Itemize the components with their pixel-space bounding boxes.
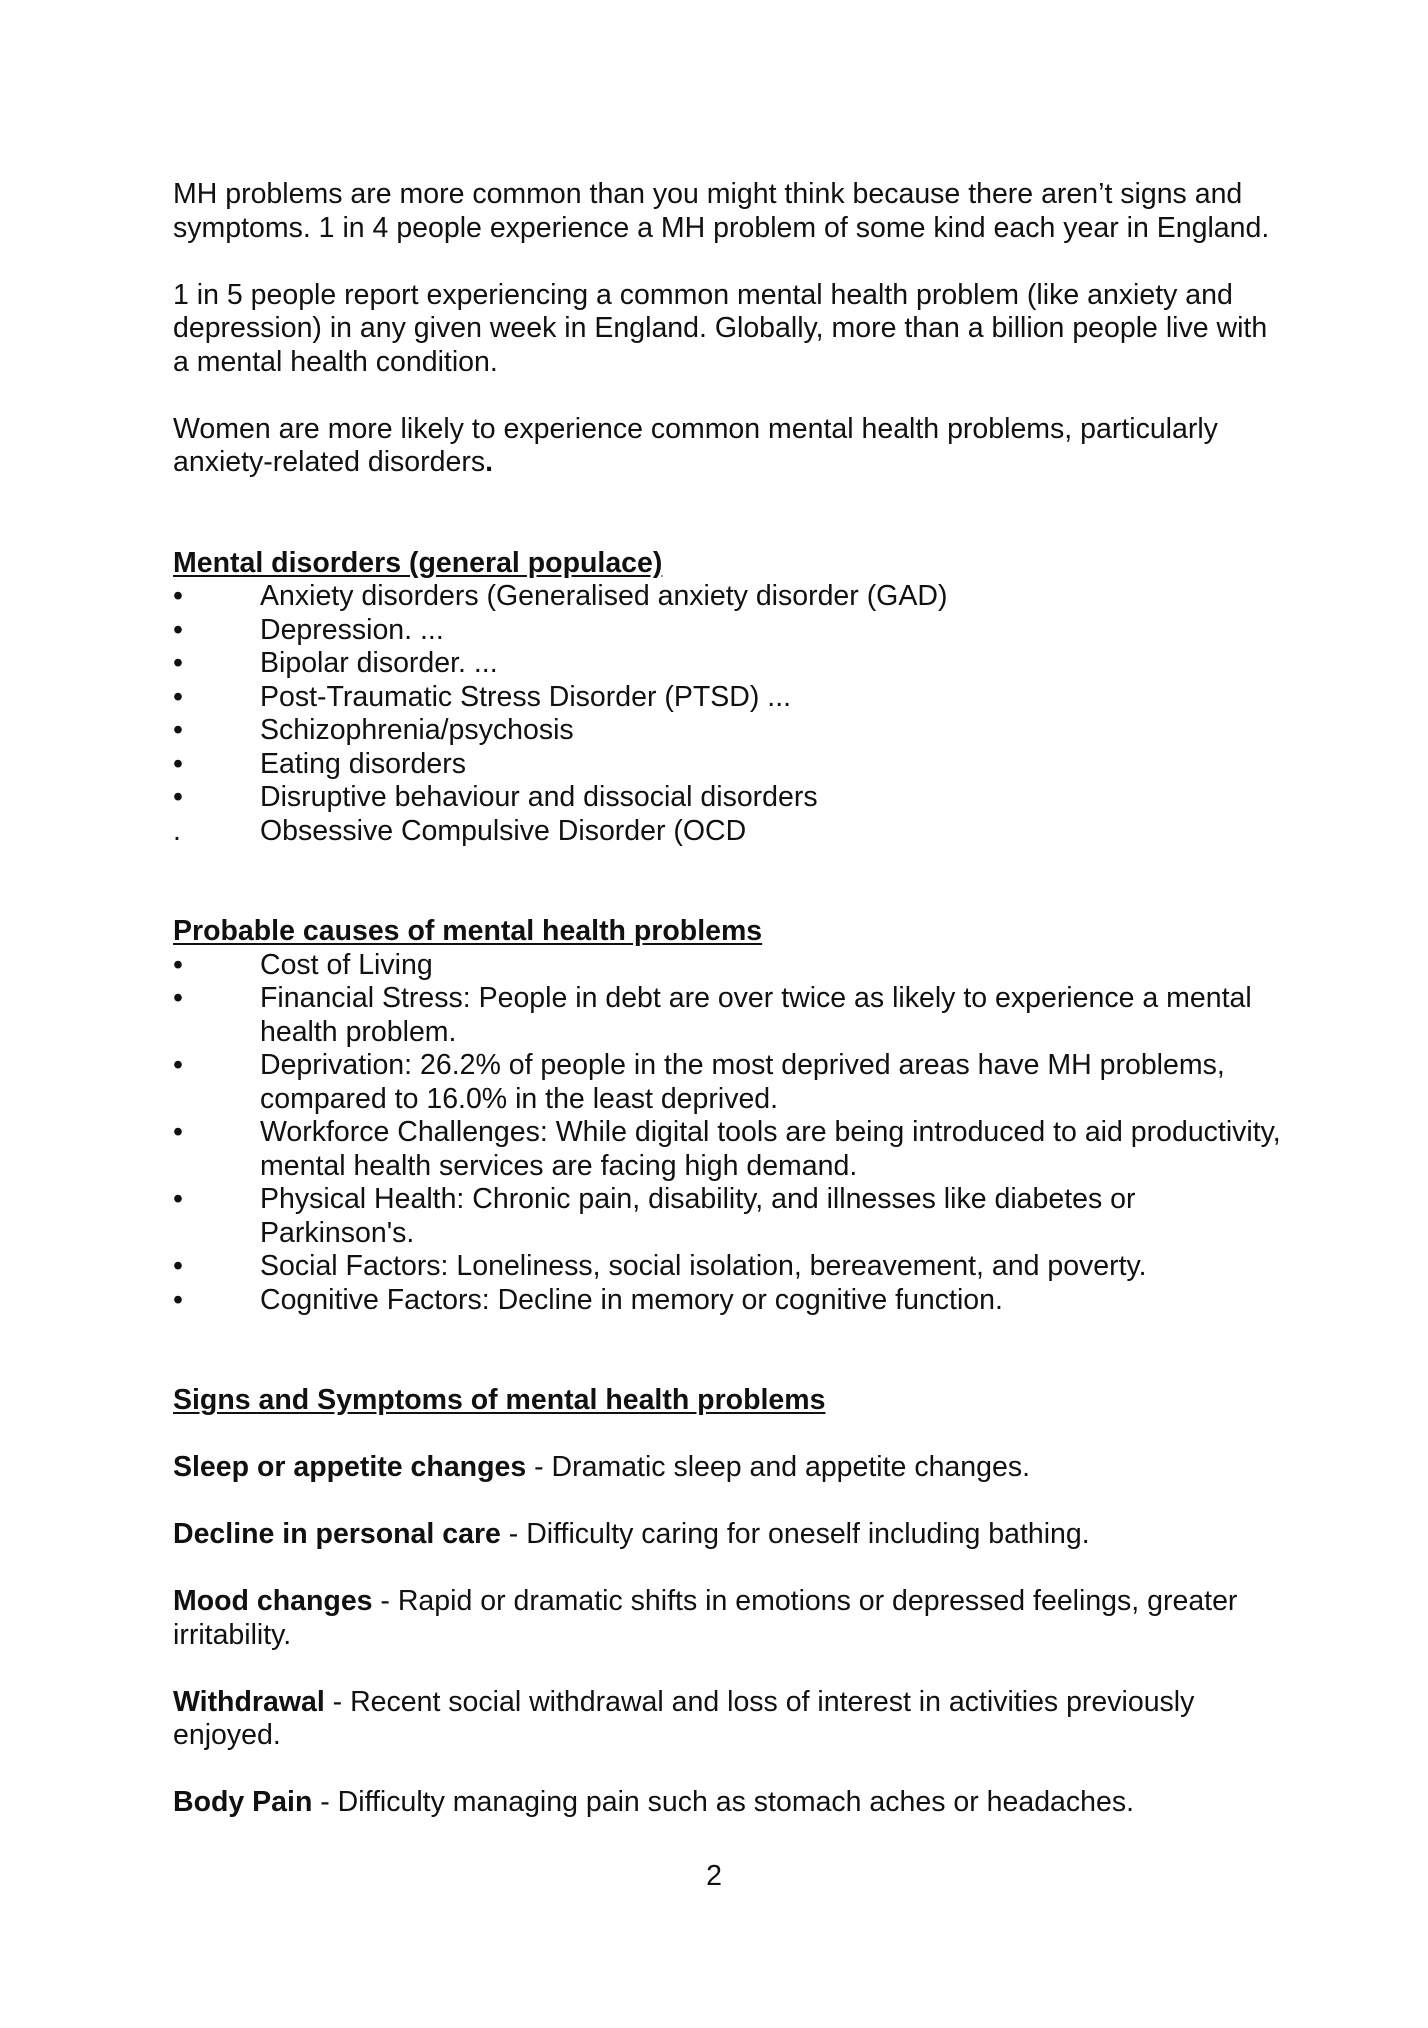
list-item-text: Cognitive Factors: Decline in memory or cognitive function. [260,1283,1003,1316]
symptom-item [173,1451,1283,1485]
list-item [173,781,1283,815]
bullet-mark: • [173,613,183,646]
list-item [173,748,1283,782]
disorders-list [173,580,1283,848]
bullet-mark: • [173,1116,183,1148]
list-item [173,580,1283,614]
bullet-mark: • [173,1250,183,1282]
symptom-item [173,1786,1283,1820]
bullet-mark: • [173,580,183,612]
page-content [173,178,1283,1820]
women-text: Women are more likely to experience common mental health problems, particularly anxiety-related disorders [173,412,1218,478]
symptom-item [173,1686,1283,1753]
page-number: 2 [706,1860,722,1892]
list-item-text: Disruptive behaviour and dissocial disorders [260,781,818,813]
list-item [173,815,1283,849]
bullet-mark: • [173,1049,183,1081]
symptom-term: Withdrawal [173,1685,325,1718]
bullet-mark: . [173,814,181,847]
bullet-mark: • [173,647,183,679]
list-item [173,1183,1283,1250]
list-item-text: Post-Traumatic Stress Disorder (PTSD) ... [260,680,792,713]
symptom-item [173,1585,1283,1652]
symptom-desc: - Rapid or dramatic shifts in emotions or depressed feelings, greater irritability. [173,1585,1238,1651]
bullet-mark: • [173,1183,183,1215]
bullet-mark: • [173,680,183,713]
list-item-text: Eating disorders [260,747,466,780]
list-item-text: Obsessive Compulsive Disorder (OCD [260,814,747,847]
intro-paragraph-2: 1 in 5 people report experiencing a common mental health problem (like anxiety and depression) in any given week in England. Globally, more than a billion people live with a mental health condition. [173,278,1268,378]
list-item [173,1250,1283,1284]
symptom-desc: - Recent social withdrawal and loss of interest in activities previously enjoyed. [173,1685,1195,1751]
bullet-mark: • [173,982,183,1014]
bullet-mark: • [173,714,183,746]
list-item-text: Social Factors: Loneliness, social isolation, bereavement, and poverty. [260,1250,1147,1282]
symptom-desc: - Difficulty managing pain such as stomach aches or headaches. [312,1786,1135,1818]
bullet-mark: • [173,747,183,780]
symptom-term: Mood changes [173,1585,373,1617]
symptom-term: Body Pain [173,1786,313,1818]
list-item [173,614,1283,648]
symptom-desc: - Difficulty caring for oneself including bathing. [500,1518,1090,1550]
symptom-desc: - Dramatic sleep and appetite changes. [526,1451,1030,1483]
disorders-heading: Mental disorders (general populace) [173,546,663,579]
women-end: . [485,446,493,478]
symptom-term: Decline in personal care [173,1518,501,1550]
list-item [173,1284,1283,1318]
causes-heading: Probable causes of mental health problems [173,915,763,947]
list-item [173,982,1283,1049]
causes-list [173,949,1283,1318]
list-item-text: Anxiety disorders (Generalised anxiety disorder (GAD) [260,580,948,612]
list-item-text: Schizophrenia/psychosis [260,714,574,746]
list-item [173,681,1283,715]
list-item [173,1116,1283,1183]
signs-heading: Signs and Symptoms of mental health problems [173,1384,826,1416]
list-item-text: Bipolar disorder. ... [260,647,498,679]
symptom-item [173,1518,1283,1552]
bullet-mark: • [173,948,183,981]
list-item [173,647,1283,681]
list-item [173,949,1283,983]
bullet-mark: • [173,781,183,813]
list-item-text: Deprivation: 26.2% of people in the most deprived areas have MH problems, compared to 16.0% in the least deprived. [260,1049,1225,1115]
list-item-text: Workforce Challenges: While digital tools are being introduced to aid productivity, mental health services are facing high demand. [260,1116,1281,1182]
women-paragraph [173,413,1283,480]
intro-paragraph-1: MH problems are more common than you might think because there aren’t signs and symptoms. 1 in 4 people experience a MH problem of some kind each year in England. [173,178,1270,244]
list-item-text: Physical Health: Chronic pain, disability, and illnesses like diabetes or Parkinson's. [260,1183,1136,1249]
list-item-text: Cost of Living [260,948,433,981]
list-item [173,1049,1283,1116]
bullet-mark: • [173,1283,183,1316]
list-item-text: Financial Stress: People in debt are over twice as likely to experience a mental health problem. [260,982,1252,1048]
list-item [173,714,1283,748]
list-item-text: Depression. ... [260,613,444,646]
symptom-term: Sleep or appetite changes [173,1451,527,1483]
